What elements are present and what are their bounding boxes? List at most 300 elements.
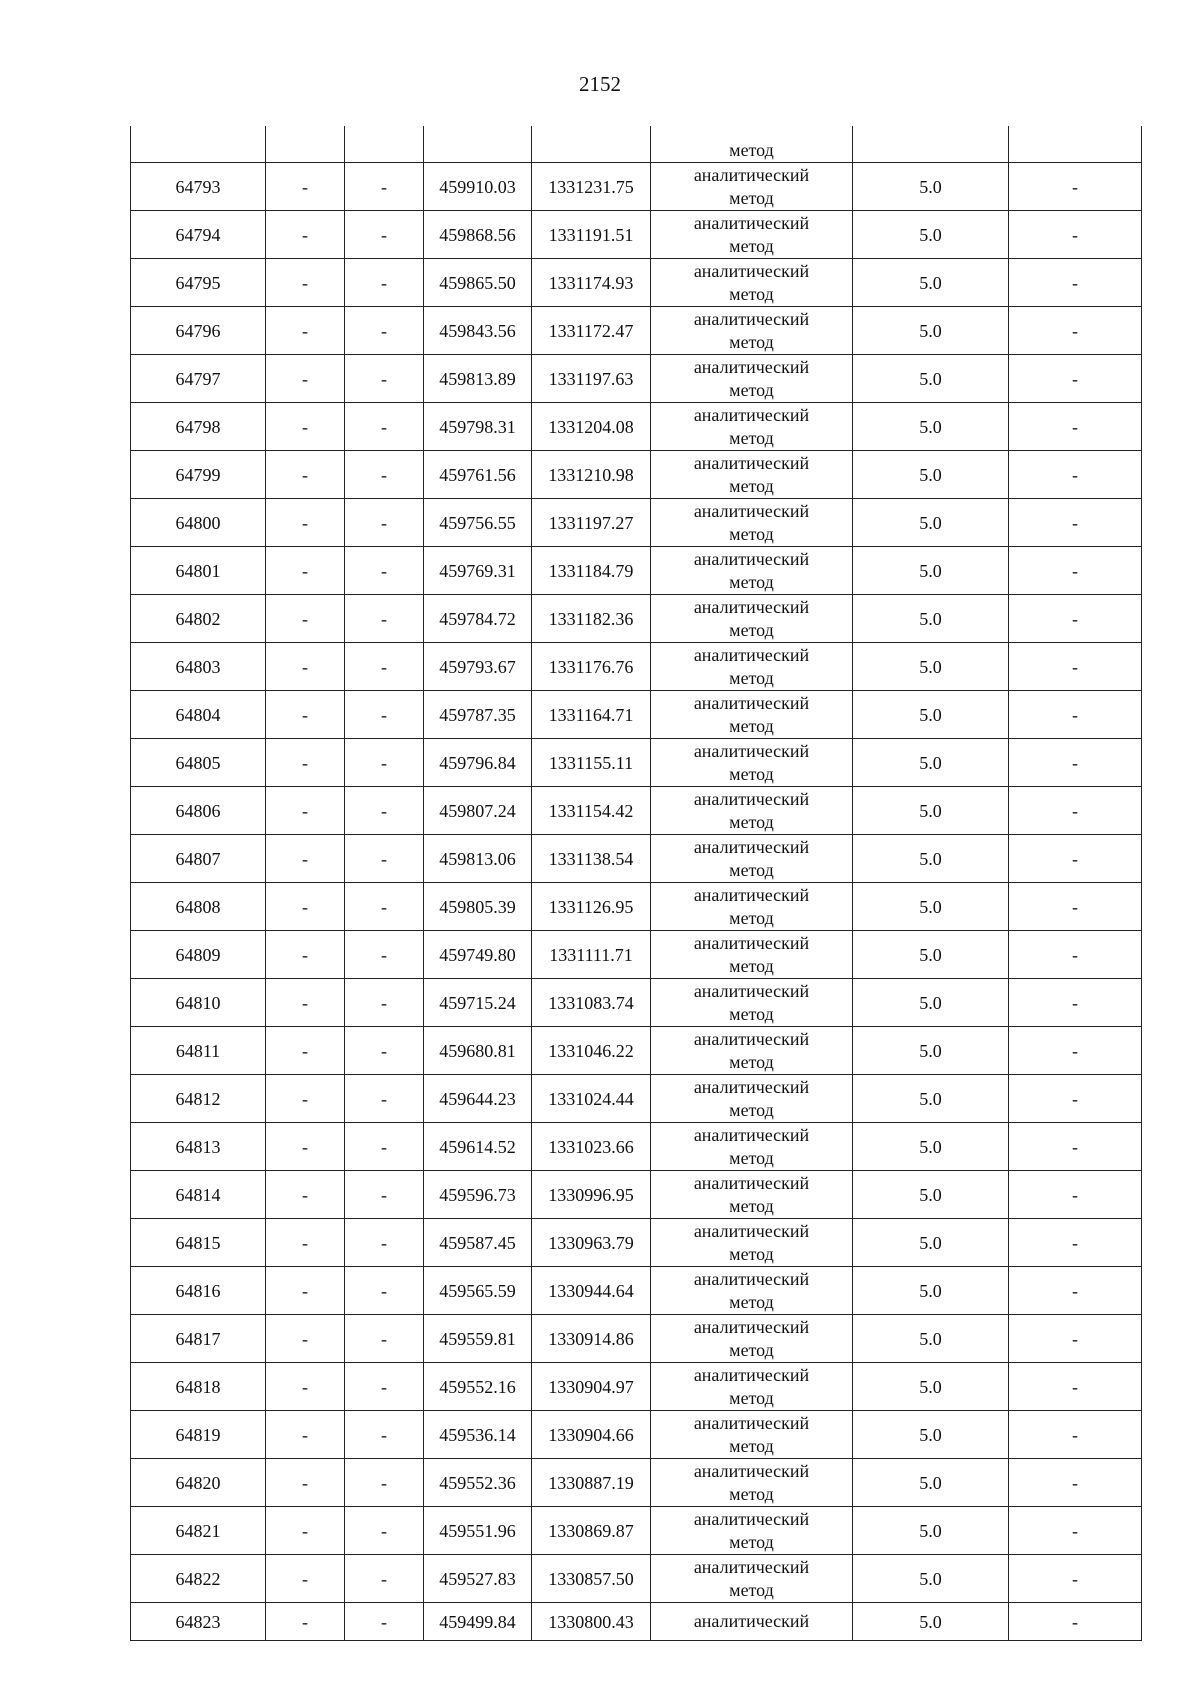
method-line: аналитический <box>693 212 810 233</box>
cell-x: 459614.52 <box>424 1123 532 1171</box>
cell-col3: - <box>345 1075 424 1123</box>
method-line: метод <box>729 1579 774 1600</box>
method-line: аналитический <box>693 164 810 185</box>
cell-id: 64801 <box>131 547 266 595</box>
method-line: аналитический <box>693 1611 810 1631</box>
cell-x: 459807.24 <box>424 787 532 835</box>
cell-col3: - <box>345 931 424 979</box>
cell-id: 64818 <box>131 1363 266 1411</box>
cell-x: 459552.36 <box>424 1459 532 1507</box>
method-line: аналитический <box>693 932 810 953</box>
page-number: 2152 <box>579 72 621 96</box>
cell-accuracy: 5.0 <box>853 787 1009 835</box>
table-row <box>131 739 1142 787</box>
cell-x: 459796.84 <box>424 739 532 787</box>
cell-col3: - <box>345 643 424 691</box>
cell-col3: - <box>345 355 424 403</box>
method-line: аналитический <box>693 356 810 377</box>
cell-x: 459499.84 <box>424 1603 532 1641</box>
cell-accuracy: 5.0 <box>853 1507 1009 1555</box>
table-row <box>131 1315 1142 1363</box>
table-row <box>131 931 1142 979</box>
method-line: метод <box>729 1291 774 1312</box>
cell-id: 64816 <box>131 1267 266 1315</box>
cell-col8: - <box>1009 1075 1142 1123</box>
cell-col3: - <box>345 691 424 739</box>
table-row <box>131 1459 1142 1507</box>
cell-y: 1331191.51 <box>532 211 651 259</box>
table-row <box>131 1027 1142 1075</box>
table-row <box>131 643 1142 691</box>
table-row <box>131 547 1142 595</box>
cell-col2 <box>266 126 345 163</box>
method-line: метод <box>729 1051 774 1072</box>
cell-y: 1331023.66 <box>532 1123 651 1171</box>
cell-col3: - <box>345 1267 424 1315</box>
table-row <box>131 1555 1142 1603</box>
cell-id: 64793 <box>131 163 266 211</box>
table-row <box>131 355 1142 403</box>
method-line: аналитический <box>693 404 810 425</box>
cell-accuracy: 5.0 <box>853 1219 1009 1267</box>
cell-y: 1331182.36 <box>532 595 651 643</box>
method-line: аналитический <box>693 260 810 281</box>
cell-col2: - <box>266 355 345 403</box>
cell-id: 64795 <box>131 259 266 307</box>
method-line: аналитический <box>693 1460 810 1481</box>
cell-method <box>651 979 853 1027</box>
cell-accuracy: 5.0 <box>853 499 1009 547</box>
table-row-continuation <box>131 126 1142 163</box>
method-line: метод <box>729 907 774 928</box>
cell-id: 64806 <box>131 787 266 835</box>
cell-col2: - <box>266 1603 345 1641</box>
cell-accuracy: 5.0 <box>853 307 1009 355</box>
cell-method <box>651 1555 853 1603</box>
cell-col8: - <box>1009 1507 1142 1555</box>
cell-col2: - <box>266 883 345 931</box>
cell-col3: - <box>345 1171 424 1219</box>
cell-col3: - <box>345 307 424 355</box>
cell-x: 459565.59 <box>424 1267 532 1315</box>
method-line: аналитический <box>693 1028 810 1049</box>
cell-x: 459798.31 <box>424 403 532 451</box>
cell-method <box>651 1219 853 1267</box>
cell-method <box>651 1411 853 1459</box>
cell-col2: - <box>266 1267 345 1315</box>
method-line: аналитический <box>693 884 810 905</box>
method-line: аналитический <box>693 308 810 329</box>
cell-id: 64819 <box>131 1411 266 1459</box>
cell-x: 459843.56 <box>424 307 532 355</box>
cell-x: 459813.89 <box>424 355 532 403</box>
cell-y: 1331111.71 <box>532 931 651 979</box>
cell-col8: - <box>1009 163 1142 211</box>
method-line: метод <box>729 1099 774 1120</box>
cell-method <box>651 1315 853 1363</box>
cell-col2: - <box>266 1123 345 1171</box>
cell-col3: - <box>345 451 424 499</box>
cell-col3: - <box>345 787 424 835</box>
cell-method <box>651 547 853 595</box>
cell-accuracy: 5.0 <box>853 1555 1009 1603</box>
cell-y: 1331024.44 <box>532 1075 651 1123</box>
cell-y: 1330944.64 <box>532 1267 651 1315</box>
cell-method <box>651 643 853 691</box>
cell-col8: - <box>1009 403 1142 451</box>
table-body <box>131 126 1142 1641</box>
cell-id: 64804 <box>131 691 266 739</box>
table-row <box>131 1267 1142 1315</box>
cell-method <box>651 883 853 931</box>
cell-id: 64797 <box>131 355 266 403</box>
method-line: аналитический <box>693 1412 810 1433</box>
cell-col2: - <box>266 595 345 643</box>
cell-accuracy: 5.0 <box>853 1315 1009 1363</box>
table-row <box>131 1075 1142 1123</box>
cell-x: 459813.06 <box>424 835 532 883</box>
method-line: метод <box>729 187 774 208</box>
cell-accuracy: 5.0 <box>853 163 1009 211</box>
table-row <box>131 835 1142 883</box>
cell-col2: - <box>266 691 345 739</box>
cell-col3: - <box>345 1219 424 1267</box>
cell-accuracy: 5.0 <box>853 835 1009 883</box>
cell-col3: - <box>345 1411 424 1459</box>
cell-col3: - <box>345 1459 424 1507</box>
method-line: метод <box>729 1483 774 1504</box>
cell-method <box>651 835 853 883</box>
cell-x: 459784.72 <box>424 595 532 643</box>
method-line: метод <box>729 1003 774 1024</box>
cell-col2: - <box>266 259 345 307</box>
cell-x: 459680.81 <box>424 1027 532 1075</box>
method-line: аналитический <box>693 1268 810 1289</box>
cell-accuracy: 5.0 <box>853 883 1009 931</box>
cell-col8: - <box>1009 835 1142 883</box>
cell-col8: - <box>1009 595 1142 643</box>
cell-col8: - <box>1009 211 1142 259</box>
cell-y: 1331197.63 <box>532 355 651 403</box>
cell-method <box>651 1171 853 1219</box>
method-line: метод <box>729 331 774 352</box>
cell-y: 1331197.27 <box>532 499 651 547</box>
cell-x: 459787.35 <box>424 691 532 739</box>
table-row <box>131 1363 1142 1411</box>
cell-col2: - <box>266 211 345 259</box>
table-row <box>131 595 1142 643</box>
cell-col2: - <box>266 643 345 691</box>
method-line: аналитический <box>693 644 810 665</box>
cell-col2: - <box>266 787 345 835</box>
cell-method <box>651 1459 853 1507</box>
method-line: аналитический <box>693 1172 810 1193</box>
cell-col8: - <box>1009 259 1142 307</box>
cell-accuracy: 5.0 <box>853 211 1009 259</box>
cell-x: 459868.56 <box>424 211 532 259</box>
cell-col8: - <box>1009 1363 1142 1411</box>
cell-x: 459552.16 <box>424 1363 532 1411</box>
table-row <box>131 1123 1142 1171</box>
cell-col2: - <box>266 1555 345 1603</box>
cell-id: 64800 <box>131 499 266 547</box>
table-row <box>131 1603 1142 1641</box>
method-line: метод <box>729 571 774 592</box>
cell-x: 459551.96 <box>424 1507 532 1555</box>
cell-accuracy: 5.0 <box>853 643 1009 691</box>
cell-x: 459805.39 <box>424 883 532 931</box>
cell-id: 64805 <box>131 739 266 787</box>
method-line: метод <box>729 1147 774 1168</box>
cell-method <box>651 355 853 403</box>
cell-accuracy <box>853 126 1009 163</box>
cell-y: 1331174.93 <box>532 259 651 307</box>
cell-accuracy: 5.0 <box>853 1603 1009 1641</box>
cell-col8: - <box>1009 1315 1142 1363</box>
cell-y: 1331164.71 <box>532 691 651 739</box>
cell-id: 64813 <box>131 1123 266 1171</box>
cell-col2: - <box>266 1315 345 1363</box>
method-line: аналитический <box>693 740 810 761</box>
cell-method <box>651 739 853 787</box>
cell-col2: - <box>266 1363 345 1411</box>
cell-y: 1331046.22 <box>532 1027 651 1075</box>
method-line: аналитический <box>693 1220 810 1241</box>
cell-method <box>651 451 853 499</box>
cell-col8: - <box>1009 1267 1142 1315</box>
cell-col3 <box>345 126 424 163</box>
cell-x: 459910.03 <box>424 163 532 211</box>
cell-method <box>651 499 853 547</box>
method-line: метод <box>729 811 774 832</box>
cell-col2: - <box>266 1027 345 1075</box>
cell-accuracy: 5.0 <box>853 355 1009 403</box>
table-row <box>131 787 1142 835</box>
cell-col2: - <box>266 1459 345 1507</box>
cell-y: 1331184.79 <box>532 547 651 595</box>
cell-y: 1331154.42 <box>532 787 651 835</box>
cell-y: 1330869.87 <box>532 1507 651 1555</box>
cell-col3: - <box>345 259 424 307</box>
cell-id: 64814 <box>131 1171 266 1219</box>
cell-col3: - <box>345 163 424 211</box>
cell-id: 64807 <box>131 835 266 883</box>
cell-col2: - <box>266 931 345 979</box>
table-row <box>131 979 1142 1027</box>
method-line: метод <box>729 283 774 304</box>
method-line: аналитический <box>693 500 810 521</box>
method-line: метод <box>729 955 774 976</box>
cell-col2: - <box>266 1171 345 1219</box>
cell-x: 459793.67 <box>424 643 532 691</box>
cell-col3: - <box>345 835 424 883</box>
method-line: аналитический <box>693 452 810 473</box>
cell-method <box>651 259 853 307</box>
cell-id: 64808 <box>131 883 266 931</box>
cell-col2: - <box>266 979 345 1027</box>
method-line: аналитический <box>693 836 810 857</box>
cell-method <box>651 211 853 259</box>
table-row <box>131 883 1142 931</box>
cell-method <box>651 307 853 355</box>
cell-accuracy: 5.0 <box>853 691 1009 739</box>
cell-id: 64822 <box>131 1555 266 1603</box>
cell-y: 1331231.75 <box>532 163 651 211</box>
cell-col2: - <box>266 307 345 355</box>
cell-id: 64820 <box>131 1459 266 1507</box>
cell-x: 459769.31 <box>424 547 532 595</box>
cell-y: 1331138.54 <box>532 835 651 883</box>
method-line: аналитический <box>693 788 810 809</box>
method-line: метод <box>729 1435 774 1456</box>
method-line: метод <box>729 235 774 256</box>
table-row <box>131 1411 1142 1459</box>
cell-col8: - <box>1009 931 1142 979</box>
cell-id: 64798 <box>131 403 266 451</box>
cell-col3: - <box>345 211 424 259</box>
cell-col8: - <box>1009 1171 1142 1219</box>
table-row <box>131 259 1142 307</box>
cell-col3: - <box>345 1507 424 1555</box>
cell-col3: - <box>345 739 424 787</box>
cell-id <box>131 126 266 163</box>
cell-id: 64823 <box>131 1603 266 1641</box>
cell-col2: - <box>266 1411 345 1459</box>
cell-y: 1331210.98 <box>532 451 651 499</box>
table-row <box>131 1219 1142 1267</box>
cell-col8: - <box>1009 643 1142 691</box>
cell-accuracy: 5.0 <box>853 979 1009 1027</box>
cell-method <box>651 931 853 979</box>
cell-col2: - <box>266 1507 345 1555</box>
cell-id: 64817 <box>131 1315 266 1363</box>
cell-col3: - <box>345 547 424 595</box>
table-row <box>131 451 1142 499</box>
cell-x: 459715.24 <box>424 979 532 1027</box>
method-line: метод <box>729 427 774 448</box>
cell-method <box>651 1027 853 1075</box>
method-line: метод <box>729 1243 774 1264</box>
method-line: метод <box>729 140 774 160</box>
cell-y: 1330914.86 <box>532 1315 651 1363</box>
cell-accuracy: 5.0 <box>853 1363 1009 1411</box>
method-line: метод <box>729 1531 774 1552</box>
cell-id: 64803 <box>131 643 266 691</box>
cell-col8: - <box>1009 979 1142 1027</box>
cell-y: 1330800.43 <box>532 1603 651 1641</box>
method-line: метод <box>729 763 774 784</box>
cell-accuracy: 5.0 <box>853 403 1009 451</box>
method-line: аналитический <box>693 1316 810 1337</box>
cell-col2: - <box>266 547 345 595</box>
cell-accuracy: 5.0 <box>853 1171 1009 1219</box>
cell-col2: - <box>266 835 345 883</box>
cell-x: 459756.55 <box>424 499 532 547</box>
method-line: метод <box>729 715 774 736</box>
cell-y: 1331172.47 <box>532 307 651 355</box>
cell-col3: - <box>345 1363 424 1411</box>
cell-col3: - <box>345 1123 424 1171</box>
method-line: метод <box>729 475 774 496</box>
cell-accuracy: 5.0 <box>853 1075 1009 1123</box>
method-line: метод <box>729 523 774 544</box>
cell-col8: - <box>1009 1411 1142 1459</box>
table-row <box>131 403 1142 451</box>
cell-col8: - <box>1009 691 1142 739</box>
cell-id: 64802 <box>131 595 266 643</box>
cell-id: 64799 <box>131 451 266 499</box>
cell-method <box>651 1363 853 1411</box>
cell-id: 64796 <box>131 307 266 355</box>
cell-x: 459596.73 <box>424 1171 532 1219</box>
cell-method <box>651 1123 853 1171</box>
cell-y: 1330963.79 <box>532 1219 651 1267</box>
cell-col8: - <box>1009 739 1142 787</box>
cell-x: 459644.23 <box>424 1075 532 1123</box>
cell-col8: - <box>1009 787 1142 835</box>
cell-col3: - <box>345 403 424 451</box>
cell-col2: - <box>266 403 345 451</box>
cell-y: 1330887.19 <box>532 1459 651 1507</box>
table-row <box>131 163 1142 211</box>
method-line: аналитический <box>693 980 810 1001</box>
method-line: аналитический <box>693 1508 810 1529</box>
cell-accuracy: 5.0 <box>853 595 1009 643</box>
cell-x: 459559.81 <box>424 1315 532 1363</box>
cell-col8: - <box>1009 355 1142 403</box>
method-line: метод <box>729 859 774 880</box>
cell-y: 1331176.76 <box>532 643 651 691</box>
table-row <box>131 211 1142 259</box>
cell-col3: - <box>345 1603 424 1641</box>
cell-accuracy: 5.0 <box>853 739 1009 787</box>
cell-accuracy: 5.0 <box>853 259 1009 307</box>
cell-col8: - <box>1009 547 1142 595</box>
method-line: аналитический <box>693 596 810 617</box>
cell-accuracy: 5.0 <box>853 547 1009 595</box>
cell-y: 1331204.08 <box>532 403 651 451</box>
cell-accuracy: 5.0 <box>853 1459 1009 1507</box>
cell-id: 64815 <box>131 1219 266 1267</box>
cell-id: 64811 <box>131 1027 266 1075</box>
method-line: метод <box>729 1195 774 1216</box>
cell-method <box>651 403 853 451</box>
method-line: аналитический <box>693 548 810 569</box>
cell-col8: - <box>1009 1123 1142 1171</box>
cell-x: 459761.56 <box>424 451 532 499</box>
cell-method <box>651 691 853 739</box>
table-row <box>131 499 1142 547</box>
cell-y: 1330996.95 <box>532 1171 651 1219</box>
cell-col2: - <box>266 739 345 787</box>
cell-method <box>651 1075 853 1123</box>
cell-y <box>532 126 651 163</box>
cell-col8: - <box>1009 1555 1142 1603</box>
cell-id: 64821 <box>131 1507 266 1555</box>
cell-col8 <box>1009 126 1142 163</box>
method-line: метод <box>729 667 774 688</box>
cell-x: 459536.14 <box>424 1411 532 1459</box>
cell-method <box>651 595 853 643</box>
method-line: аналитический <box>693 692 810 713</box>
cell-method <box>651 787 853 835</box>
cell-accuracy: 5.0 <box>853 931 1009 979</box>
cell-col3: - <box>345 979 424 1027</box>
cell-method <box>651 1603 853 1641</box>
method-line: аналитический <box>693 1556 810 1577</box>
cell-x: 459587.45 <box>424 1219 532 1267</box>
cell-x: 459527.83 <box>424 1555 532 1603</box>
